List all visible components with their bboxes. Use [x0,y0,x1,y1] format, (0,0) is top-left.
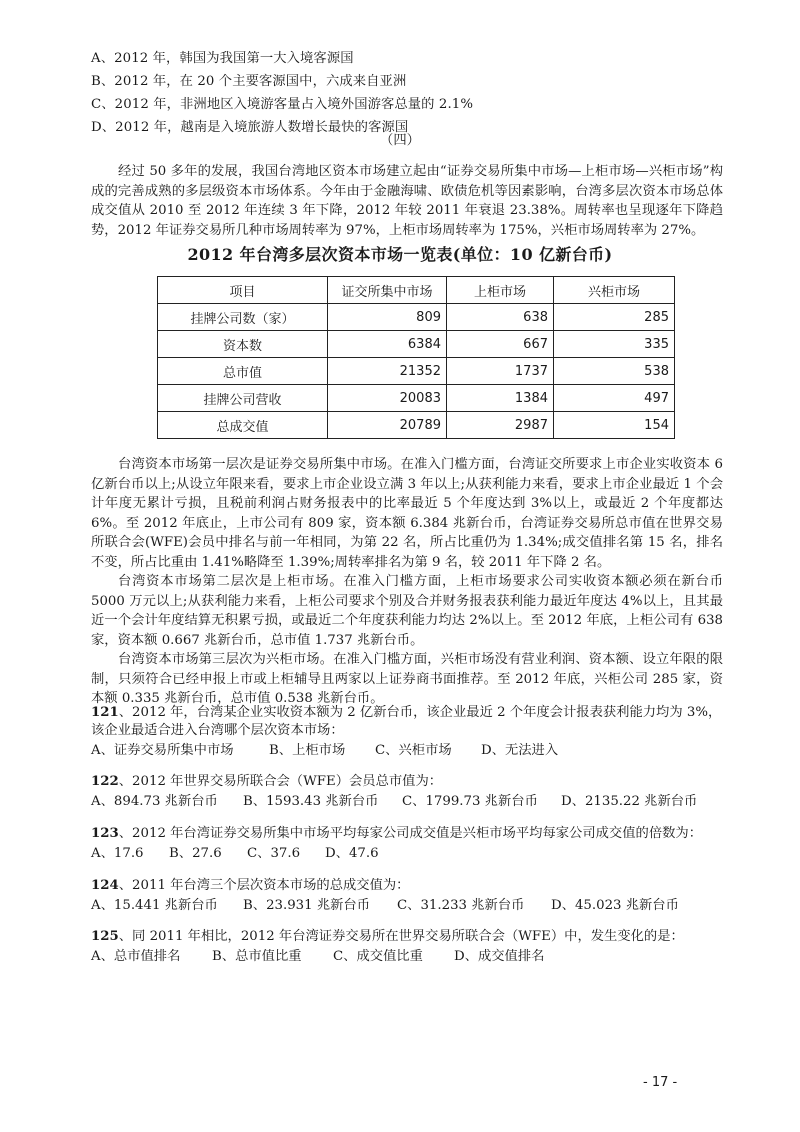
table-cell: 497 [554,385,675,412]
choice-d[interactable]: D、无法进入 [481,743,559,758]
table-cell: 20083 [328,385,447,412]
choice-a[interactable]: A、证券交易所集中市场 [91,743,234,758]
choice-a[interactable]: A、17.6 [91,846,144,861]
table-title: 2012 年台湾多层次资本市场一览表(单位：10 亿新台币) [187,245,613,264]
question-121 [91,704,721,722]
prev-option-d: D、2012 年，越南是入境旅游人数增长最快的客源国 [91,120,409,135]
question-text: 、2012 年台湾证券交易所集中市场平均每家公司成交值是兴柜市场平均每家公司成交值的倍数为： [118,826,703,841]
capital-market-table [157,276,675,439]
table-cell: 154 [554,412,675,439]
question-text: 、2012 年，台湾某企业实收资本额为 2 亿新台币，该企业最近 2 个年度会计报表获利能力均为 3%， [118,705,722,720]
table-cell: 809 [328,304,447,331]
row-label: 挂牌公司营收 [158,385,328,412]
question-number: 122 [91,774,119,789]
question-124 [91,877,409,895]
table-cell: 6384 [328,331,447,358]
choice-c[interactable]: C、1799.73 兆新台币 [402,794,538,809]
table-row [158,304,675,331]
table-row [158,331,675,358]
table-row [158,358,675,385]
choice-a[interactable]: A、15.441 兆新台币 [91,898,218,913]
prev-option-b: B、2012 年，在 20 个主要客源国中，六成来自亚洲 [91,74,407,89]
table-header-row [158,277,675,304]
body-paragraph-1: 台湾资本市场第一层次是证券交易所集中市场。在准入门槛方面，台湾证交所要求上市企业实收资本 6 亿新台币以上;从设立年限来看，要求上市企业设立满 3 年以上;从获利能力来看，要求上市企业最近 1 个会计年度无累计亏损，且税前利润占财务报表中的比率最近 5 个年度达到 3%以上，或最近 2 个年度都达 6%。至 2012 年底止，上市公司有 809 家，资本额 6.384 兆新台币，台湾证券交易所总市值在世界交易所联合会(WFE)会员中排名与前一年相同，为第 22 名，所占比重仍为 1.34%;成交值排名第 15 名，排名不变，所占比重由 1.41%略降至 1.39%;周转率排名为第 9 名，较 2011 年下降 2 名。 [91,457,723,570]
choice-b[interactable]: B、23.931 兆新台币 [243,898,371,913]
question-122 [91,773,442,791]
question-text: 、2011 年台湾三个层次资本市场的总成交值为： [118,878,410,893]
row-label: 总市值 [158,358,328,385]
page-number: - 17 - [643,1075,678,1090]
choice-c[interactable]: C、31.233 兆新台币 [397,898,525,913]
table-cell: 538 [554,358,675,385]
choice-d[interactable]: D、47.6 [325,846,379,861]
choice-a[interactable]: A、总市值排名 [91,949,181,964]
question-number: 124 [91,878,119,893]
prev-option-a: A、2012 年，韩国为我国第一大入境客源国 [91,51,354,66]
question-text-cont: 该企业最适合进入台湾哪个层次资本市场： [91,723,344,738]
table-cell: 638 [447,304,554,331]
choice-list [91,742,558,760]
choice-d[interactable]: D、2135.22 兆新台币 [561,794,698,809]
choice-c[interactable]: C、成交值比重 [333,949,423,964]
body-paragraph-2: 台湾资本市场第二层次是上柜市场。在准入门槛方面，上柜市场要求公司实收资本额必须在新台币 5000 万元以上;从获利能力来看，上柜公司要求个别及合并财务报表获利能力最近年度达 4%以上，且其最近一个会计年度结算无积累亏损，或最近二个年度获利能力均达 2%以上。至 2012 年底，上柜公司有 638 家，资本额 0.667 兆新台币，总市值 1.737 兆新台币。 [91,574,723,648]
choice-c[interactable]: C、37.6 [247,846,301,861]
choice-c[interactable]: C、兴柜市场 [375,743,452,758]
table-cell: 1384 [447,385,554,412]
choice-list [91,948,544,966]
choice-b[interactable]: B、总市值比重 [212,949,302,964]
table-cell: 20789 [328,412,447,439]
choice-a[interactable]: A、894.73 兆新台币 [91,794,218,809]
table-header-cell: 证交所集中市场 [328,277,447,304]
row-label: 总成交值 [158,412,328,439]
table-cell: 2987 [447,412,554,439]
choice-list [91,897,679,915]
question-number: 125 [91,929,119,944]
question-125 [91,928,684,946]
table-cell: 667 [447,331,554,358]
choice-b[interactable]: B、上柜市场 [269,743,346,758]
table-cell: 21352 [328,358,447,385]
table-cell: 1737 [447,358,554,385]
row-label: 资本数 [158,331,328,358]
choice-list [91,793,697,811]
question-number: 123 [91,826,119,841]
choice-d[interactable]: D、成交值排名 [454,949,545,964]
section-heading: （四） [380,133,420,148]
row-label: 挂牌公司数（家） [158,304,328,331]
question-123 [91,825,702,843]
table-row [158,385,675,412]
table-cell: 335 [554,331,675,358]
intro-paragraph: 经过 50 多年的发展，我国台湾地区资本市场建立起由“证券交易所集中市场—上柜市场—兴柜市场”构成的完善成熟的多层级资本市场体系。今年由于金融海啸、欧债危机等因素影响，台湾多层次资本市场总体成交值从 2010 至 2012 年连续 3 年下降，2012 年较 2011 年衰退 23.38%。周转率也呈现逐年下降趋势，2012 年证券交易所几种市场周转率为 97%，上柜市场周转率为 175%，兴柜市场周转率为 27%。 [91,164,723,238]
choice-d[interactable]: D、45.023 兆新台币 [551,898,679,913]
table-cell: 285 [554,304,675,331]
table-header-cell: 兴柜市场 [554,277,675,304]
question-number: 121 [91,705,119,720]
body-paragraph-3: 台湾资本市场第三层次为兴柜市场。在准入门槛方面，兴柜市场没有营业利润、资本额、设立年限的限制，只须符合已经申报上市或上柜辅导且两家以上证券商书面推荐。至 2012 年底，兴柜公司 285 家，资本额 0.335 兆新台币，总市值 0.538 兆新台币。 [91,652,723,706]
table-row [158,412,675,439]
table-header-cell: 上柜市场 [447,277,554,304]
choice-b[interactable]: B、27.6 [169,846,222,861]
choice-list [91,845,379,863]
question-text: 、2012 年世界交易所联合会（WFE）会员总市值为： [118,774,443,789]
question-text: 、同 2011 年相比，2012 年台湾证券交易所在世界交易所联合会（WFE）中，发生变化的是： [118,929,684,944]
prev-option-c: C、2012 年，非洲地区入境游客量占入境外国游客总量的 2.1% [91,97,474,112]
table-header-cell: 项目 [158,277,328,304]
choice-b[interactable]: B、1593.43 兆新台币 [243,794,379,809]
